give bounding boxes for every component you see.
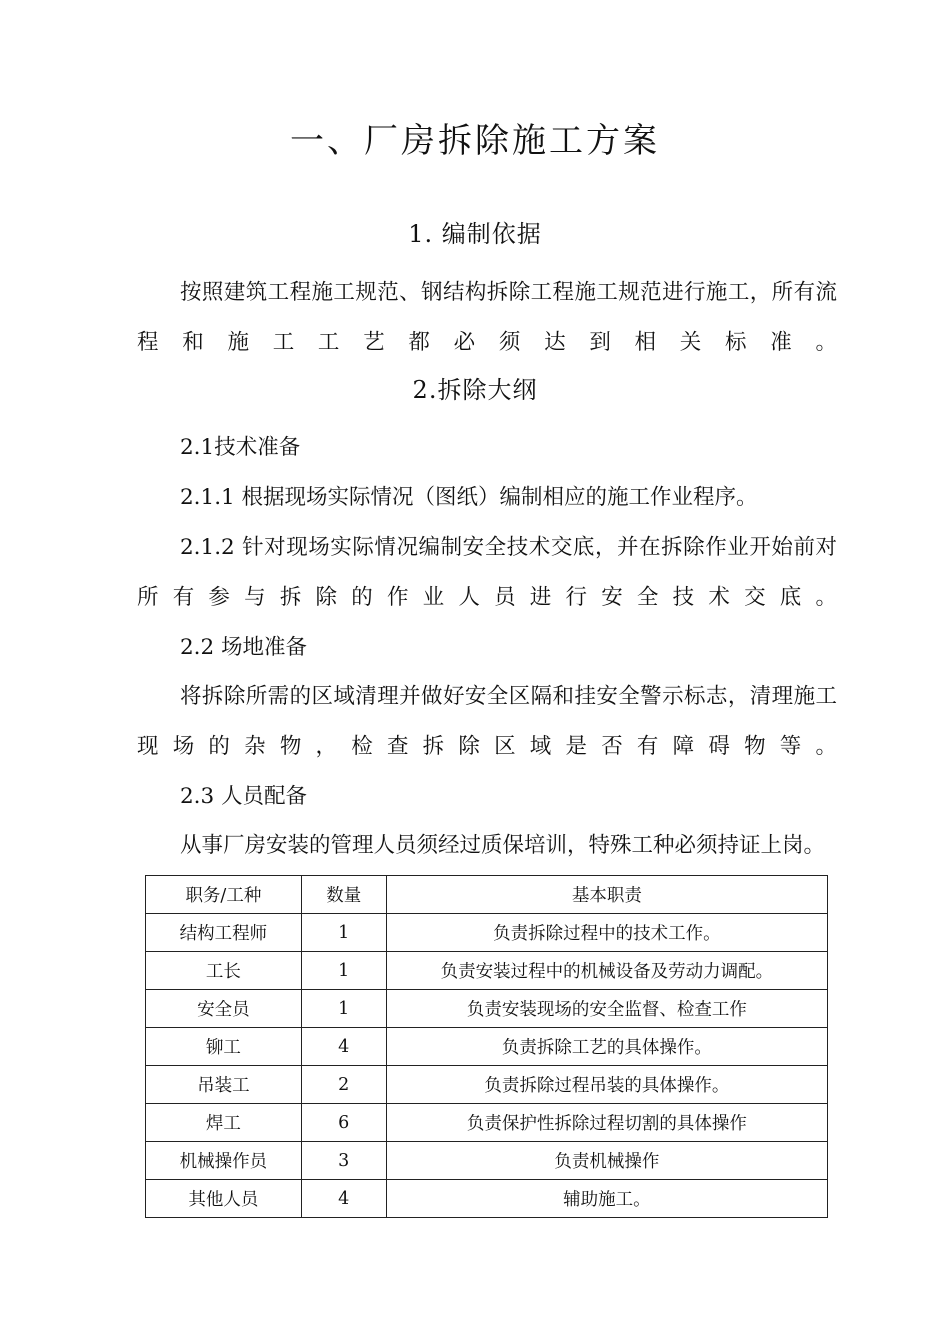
subsection-2-3: 2.3 人员配备	[180, 784, 308, 809]
section-2-heading: 2.拆除大纲	[412, 376, 538, 404]
cell-quantity: 1	[301, 914, 386, 952]
cell-quantity: 2	[301, 1066, 386, 1104]
table-row	[146, 1066, 828, 1104]
cell-quantity: 3	[301, 1142, 386, 1180]
cell-duties: 负责拆除过程吊装的具体操作。	[386, 1066, 827, 1104]
cell-position: 焊工	[146, 1104, 302, 1142]
subsection-2-1-2: 2.1.2 针对现场实际情况编制安全技术交底，并在拆除作业开始前对所有参与拆除的作业人员进行安全技术交底。	[137, 535, 837, 610]
cell-duties: 负责保护性拆除过程切割的具体操作	[386, 1104, 827, 1142]
table-row	[146, 952, 828, 990]
cell-position: 铆工	[146, 1028, 302, 1066]
table-row	[146, 1142, 828, 1180]
cell-position: 机械操作员	[146, 1142, 302, 1180]
cell-quantity: 4	[301, 1028, 386, 1066]
cell-duties: 负责拆除工艺的具体操作。	[386, 1028, 827, 1066]
cell-position: 其他人员	[146, 1180, 302, 1218]
cell-quantity: 4	[301, 1180, 386, 1218]
cell-position: 工长	[146, 952, 302, 990]
cell-duties: 辅助施工。	[386, 1180, 827, 1218]
cell-duties: 负责机械操作	[386, 1142, 827, 1180]
section-1-heading: 1. 编制依据	[408, 220, 542, 248]
cell-quantity: 1	[301, 952, 386, 990]
cell-position: 结构工程师	[146, 914, 302, 952]
document-title: 一、厂房拆除施工方案	[290, 121, 660, 161]
header-quantity: 数量	[301, 876, 386, 914]
table-row	[146, 990, 828, 1028]
header-position: 职务/工种	[146, 876, 302, 914]
subsection-2-1-1: 2.1.1 根据现场实际情况（图纸）编制相应的施工作业程序。	[180, 485, 758, 510]
table-row	[146, 1028, 828, 1066]
cell-quantity: 1	[301, 990, 386, 1028]
subsection-2-3-body: 从事厂房安装的管理人员须经过质保培训，特殊工种必须持证上岗。	[180, 833, 826, 858]
section-1-body: 按照建筑工程施工规范、钢结构拆除工程施工规范进行施工，所有流程和施工工艺都必须达到相关标准。	[137, 280, 837, 355]
table-header-row	[146, 876, 828, 914]
table-row	[146, 914, 828, 952]
cell-position: 安全员	[146, 990, 302, 1028]
cell-duties: 负责安装过程中的机械设备及劳动力调配。	[386, 952, 827, 990]
table-row	[146, 1104, 828, 1142]
cell-duties: 负责安装现场的安全监督、检查工作	[386, 990, 827, 1028]
cell-duties: 负责拆除过程中的技术工作。	[386, 914, 827, 952]
cell-quantity: 6	[301, 1104, 386, 1142]
cell-position: 吊装工	[146, 1066, 302, 1104]
subsection-2-2: 2.2 场地准备	[180, 635, 308, 660]
subsection-2-2-body: 将拆除所需的区域清理并做好安全区隔和挂安全警示标志，清理施工现场的杂物，检查拆除区域是否有障碍物等。	[137, 684, 837, 759]
staffing-table	[145, 875, 828, 1218]
header-duties: 基本职责	[386, 876, 827, 914]
table-row	[146, 1180, 828, 1218]
subsection-2-1: 2.1技术准备	[180, 435, 301, 460]
